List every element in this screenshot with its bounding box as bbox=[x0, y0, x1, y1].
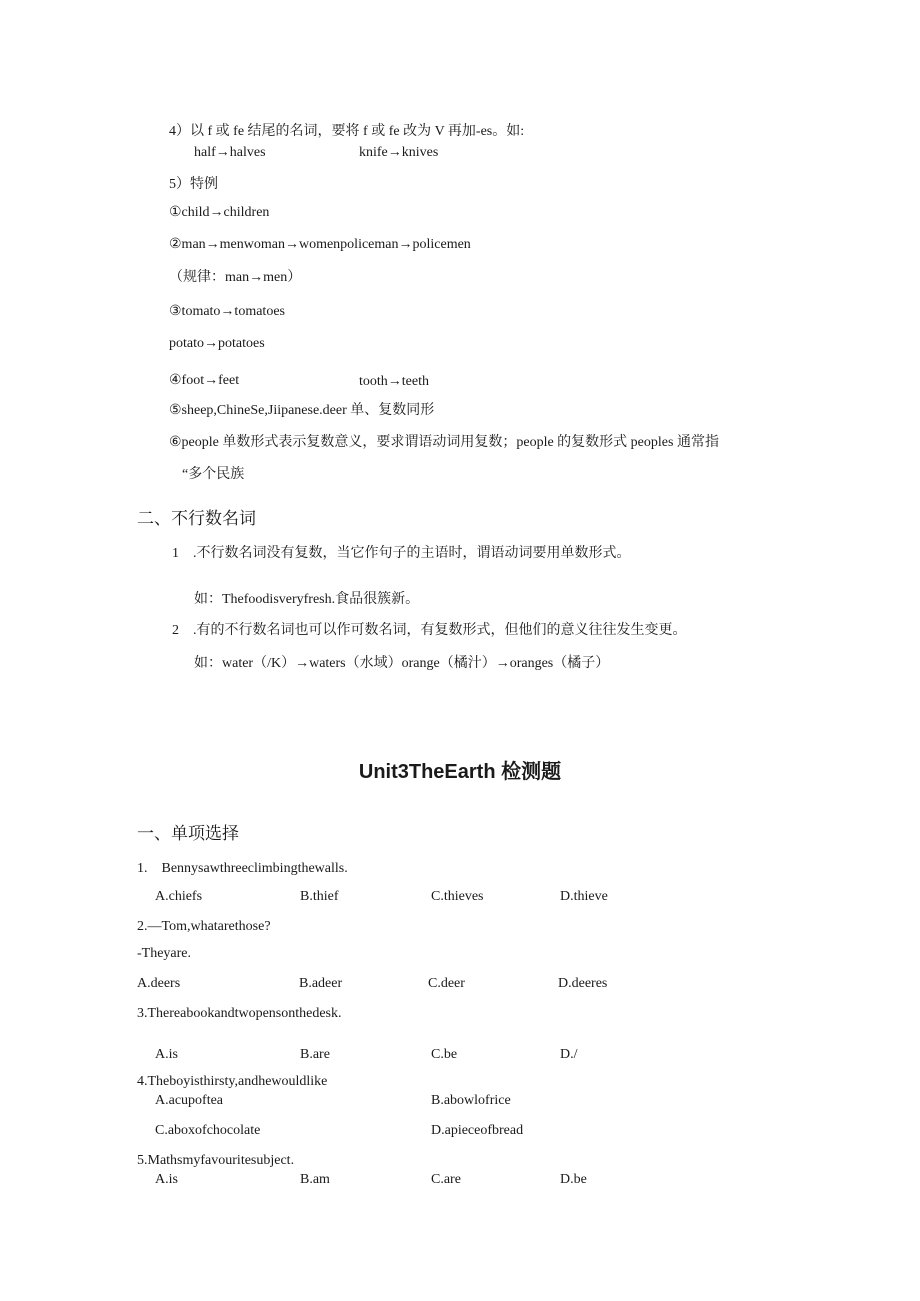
special-case-3: ③tomato→tomatoes bbox=[169, 304, 285, 319]
special-case-6: ⑥people 单数形式表示复数意义，要求谓语动词用复数；people 的复数形式 peoples 通常指 bbox=[169, 435, 719, 450]
question-1-option-a: A.chiefs bbox=[155, 889, 203, 904]
question-5-option-d: D.be bbox=[560, 1172, 587, 1187]
question-4-stem: 4.Theboyisthirsty,andhewouldlike bbox=[137, 1074, 328, 1089]
special-case-4a: ④foot→feet bbox=[169, 373, 240, 388]
question-1-option-b: B.thief bbox=[300, 889, 339, 904]
rule-4-example-knife: knife→knives bbox=[359, 145, 439, 160]
question-4-option-b: B.abowlofrice bbox=[431, 1093, 511, 1108]
question-2-option-c: C.deer bbox=[428, 976, 465, 991]
uncountable-item-2: 2 .有的不行数名词也可以作可数名词，有复数形式，但他们的意义往往发生变更。 bbox=[172, 623, 687, 638]
special-case-2: ②man→menwoman→womenpoliceman→policemen bbox=[169, 237, 471, 252]
question-5-stem: 5.Mathsmyfavouritesubject. bbox=[137, 1153, 295, 1168]
question-5-option-a: A.is bbox=[155, 1172, 178, 1187]
special-case-5: ⑤sheep,ChineSe,Jiipanese.deer 单、复数同形 bbox=[169, 403, 435, 418]
question-1-stem: 1. Bennysawthreeclimbingthewalls. bbox=[137, 861, 348, 876]
question-4-option-c: C.aboxofchocolate bbox=[155, 1123, 261, 1138]
question-2-reply: -Theyare. bbox=[137, 946, 192, 961]
question-5-option-b: B.am bbox=[300, 1172, 330, 1187]
question-3-option-a: A.is bbox=[155, 1047, 178, 1062]
uncountable-item-1-example: 如：Thefoodisveryfresh.食品很簇新。 bbox=[194, 592, 420, 607]
question-5-option-c: C.are bbox=[431, 1172, 461, 1187]
question-2-option-a: A.deers bbox=[137, 976, 181, 991]
rule-4-example-half: half→halves bbox=[194, 145, 266, 160]
question-3-option-c: C.be bbox=[431, 1047, 458, 1062]
single-choice-heading: 一、单项选择 bbox=[137, 824, 239, 843]
question-1-option-d: D.thieve bbox=[560, 889, 608, 904]
rule-4-text: 4）以 f 或 fe 结尾的名词，要将 f 或 fe 改为 V 再加-es。如: bbox=[169, 124, 525, 139]
special-case-1: ①child→children bbox=[169, 205, 270, 220]
rule-5-heading: 5）特例 bbox=[169, 177, 218, 192]
question-3-option-d: D./ bbox=[560, 1047, 578, 1062]
special-case-3b: potato→potatoes bbox=[169, 336, 265, 351]
question-3-option-b: B.are bbox=[300, 1047, 330, 1062]
question-4-option-a: A.acupoftea bbox=[155, 1093, 224, 1108]
special-case-4b: tooth→teeth bbox=[359, 374, 429, 389]
question-2-stem: 2.—Tom,whatarethose? bbox=[137, 919, 271, 934]
uncountable-heading: 二、不行数名词 bbox=[137, 509, 256, 528]
test-title: Unit3TheEarth 检测题 bbox=[358, 761, 562, 783]
special-case-2-note: （规律：man→men） bbox=[169, 270, 302, 285]
question-1-option-c: C.thieves bbox=[431, 889, 484, 904]
question-2-option-b: B.adeer bbox=[299, 976, 343, 991]
uncountable-item-2-example: 如：water（/K）→waters（水域）orange（橘汁）→oranges（橘子） bbox=[194, 656, 610, 671]
question-3-stem: 3.Thereabookandtwopensonthedesk. bbox=[137, 1006, 342, 1021]
question-2-option-d: D.deeres bbox=[558, 976, 608, 991]
question-4-option-d: D.apieceofbread bbox=[431, 1123, 524, 1138]
uncountable-item-1: 1 .不行数名词没有复数，当它作句子的主语时，谓语动词要用单数形式。 bbox=[172, 546, 631, 561]
special-case-6-continued: “多个民族 bbox=[182, 467, 245, 482]
